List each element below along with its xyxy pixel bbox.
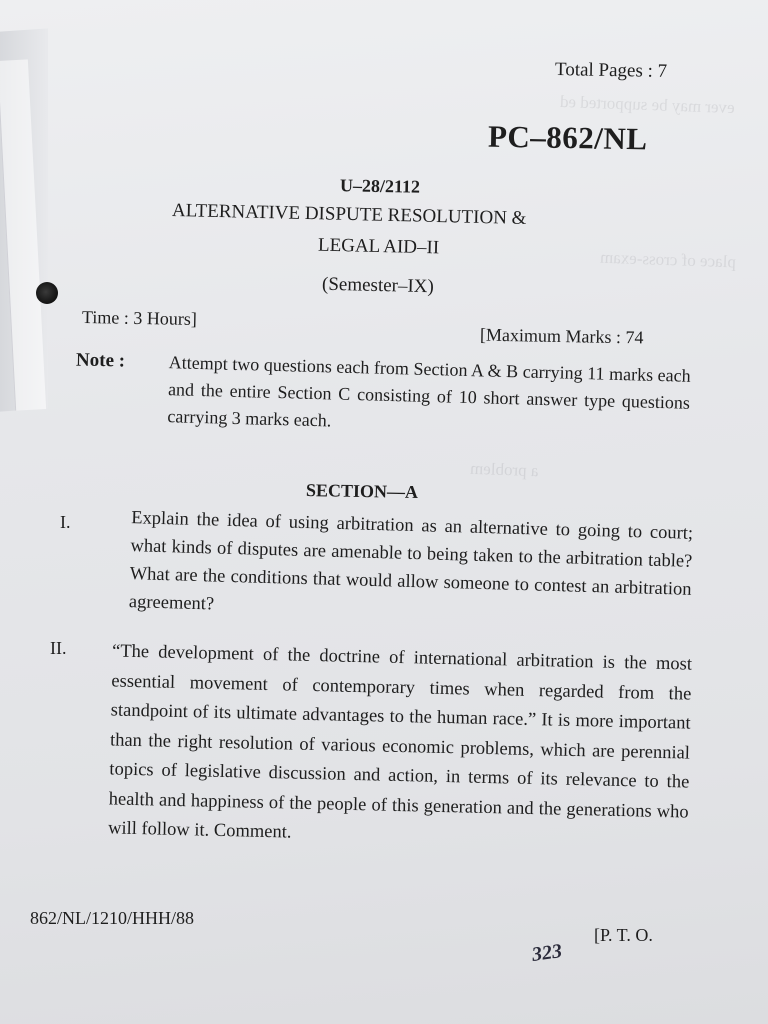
show-through-text: place of cross-exam (599, 247, 737, 272)
note-text: Attempt two questions each from Section A & B carrying 11 marks each and the entire Section C consisting of 10 short answer type questions carrying 3 marks each. (167, 352, 691, 431)
paper-code: PC–862/NL (487, 118, 648, 157)
punch-hole (36, 282, 58, 304)
question-number: I. (60, 512, 71, 532)
handwritten-mark: 323 (530, 940, 564, 966)
question-text: Explain the idea of using arbitration as an alternative to going to court; what kinds of disputes are amenable to being taken to the arbitration table? What are the conditions that would allow someone to contest an arbitration agreement? (128, 508, 694, 615)
exam-code: U–28/2112 (339, 175, 421, 197)
please-turn-over: [P. T. O. (594, 925, 653, 945)
show-through-text: ever may be supported ed (559, 91, 735, 118)
question-number: II. (50, 638, 67, 658)
semester: (Semester–IX) (321, 273, 435, 298)
exam-duration: Time : 3 Hours] (81, 306, 198, 330)
question-text: “The development of the doctrine of international arbitration is the most essential movement of contemporary times when regarded from the standpoint of its ultimate advantages to the human race.” It is more important than the right resolution of various economic problems, which are perennial topics of legislative discussion and action, in terms of its relevance to the health and happiness of the people of this generation and the generations who will follow it. Comment. (107, 641, 693, 843)
footer-paper-code: 862/NL/1210/HHH/88 (30, 908, 194, 928)
paper-title-line1: ALTERNATIVE DISPUTE RESOLUTION & (171, 199, 527, 230)
paper-title-line2: LEGAL AID–II (317, 234, 440, 259)
section-a-heading: SECTION—A (305, 480, 419, 502)
total-pages: Total Pages : 7 (554, 59, 668, 82)
note-label: Note : (75, 349, 126, 372)
maximum-marks: [Maximum Marks : 74 (479, 324, 644, 348)
show-through-text: a problem (469, 458, 539, 481)
